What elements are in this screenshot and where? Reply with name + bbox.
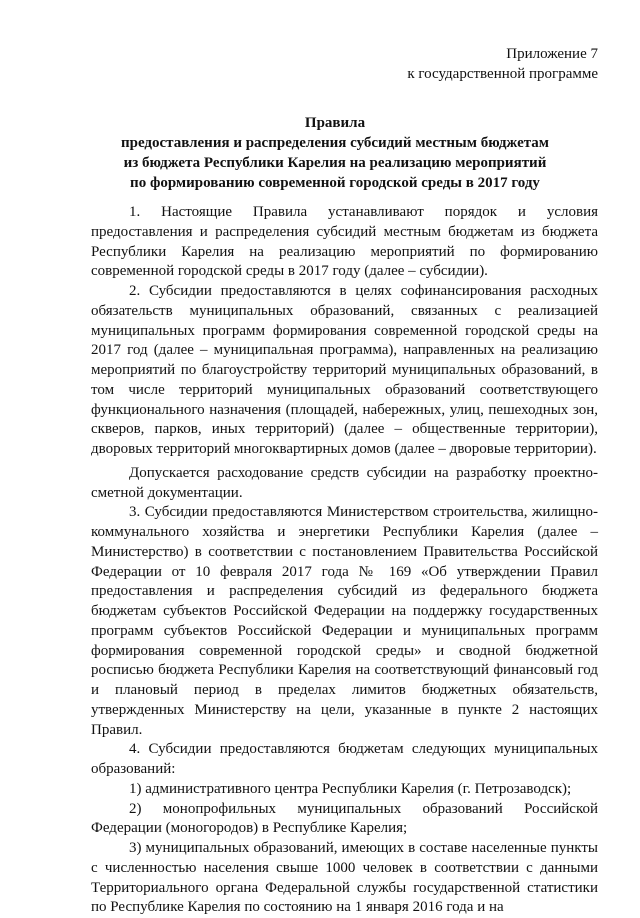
paragraph-3: Допускается расходование средств субсидии на разработку проектно-сметной документации. [91, 464, 598, 501]
appendix-number: Приложение 7 [506, 46, 598, 62]
paragraph-7: 2) монопрофильных муниципальных образований Российской Федерации (моногородов) в Республике Карелия; [91, 800, 598, 837]
paragraph-2: 2. Субсидии предоставляются в целях софинансирования расходных обязательств муниципальных образований, связанных с реализацией муниципальных программ формирования современной городской среды на 2017 год (далее – муниципальная программа), направленных на реализацию мероприятий по благоустройству территорий муниципальных образований, в том числе территорий муниципальных образований соответствующего функционального назначения (площадей, набережных, улиц, пешеходных зон, скверов, парков, иных территорий) (далее – общественные территории), дворовых территорий многоквартирных домов (далее – дворовые территории). [91, 283, 598, 457]
appendix-header [407, 44, 598, 84]
document-body [91, 203, 598, 918]
paragraph-1: 1. Настоящие Правила устанавливают порядок и условия предоставления и распределения субсидий местным бюджетам из бюджета Республики Карелия на реализацию мероприятий по формированию современной городской среды в 2017 году (далее – субсидии). [91, 204, 598, 280]
paragraph-6: 1) административного центра Республики Карелия (г. Петрозаводск); [129, 780, 572, 797]
paragraph-4: 3. Субсидии предоставляются Министерством строительства, жилищно-коммунального хозяйства и энергетики Республики Карелия (далее – Министерство) в соответствии с постановлением Правительства Российской Федерации от 10 февраля 2017 года № 169 «Об утверждении Правил предоставления и распределения субсидий из федерального бюджета бюджетам субъектов Российской Федерации на поддержку государственных программ субъектов Российской Федерации и муниципальных программ формирования современной городской среды» и сводной бюджетной росписью бюджета Республики Карелия на соответствующий финансовый год и плановый период в пределах лимитов бюджетных обязательств, утвержденных Министерству на цели, указанные в пункте 2 настоящих Правил. [91, 504, 598, 738]
title-line-3: из бюджета Республики Карелия на реализацию мероприятий [123, 155, 547, 171]
title-line-2: предоставления и распределения субсидий местным бюджетам [120, 135, 550, 151]
document-title [72, 113, 598, 193]
paragraph-8: 3) муниципальных образований, имеющих в составе населенные пункты с численностью населения свыше 1000 человек в соответствии с данными Территориального органа Федеральной службы государственной статистики по Республике Карелия по состоянию на 1 января 2016 года и на [91, 840, 598, 916]
title-line-1: Правила [304, 115, 366, 131]
title-line-4: по формированию современной городской среды в 2017 году [130, 175, 540, 191]
appendix-reference: к государственной программе [407, 66, 598, 82]
paragraph-5: 4. Субсидии предоставляются бюджетам следующих муниципальных образований: [91, 741, 598, 777]
